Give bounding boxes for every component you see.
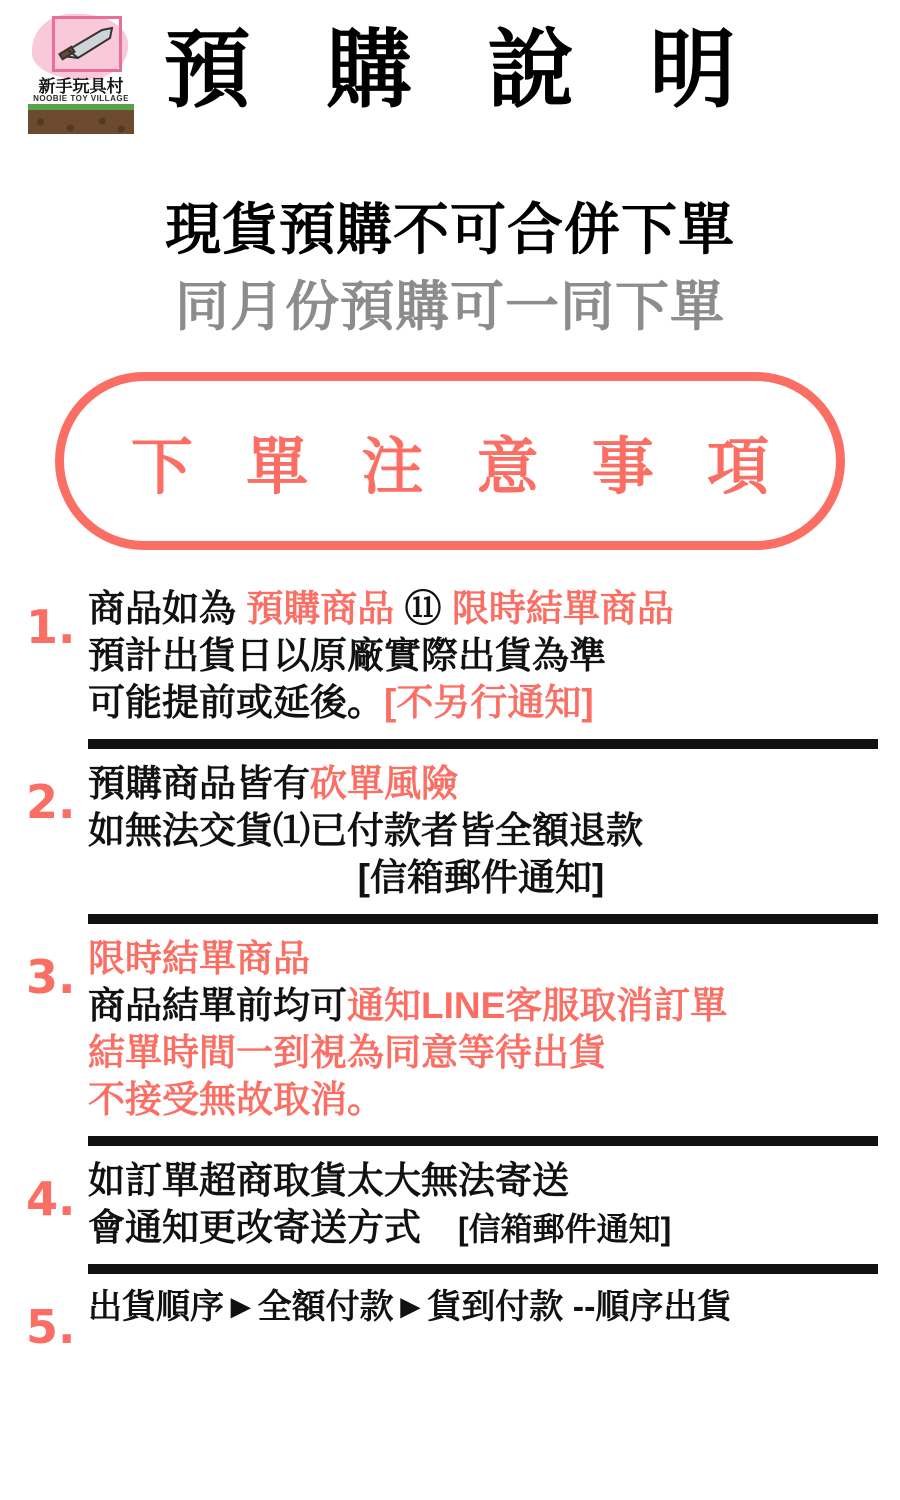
page-header: [0, 0, 900, 130]
text-segment: 出貨順序►全額付款►貨到付款 --順序出貨: [88, 1287, 732, 1326]
text-segment: ⑪: [394, 588, 452, 629]
page-title: 預 購 說 明: [164, 22, 762, 118]
notice-list: [0, 580, 900, 1354]
list-item-number: 3.: [26, 949, 76, 1004]
text-segment: 結單時間一到視為同意等待出貨: [88, 1031, 606, 1073]
sword-icon: [54, 24, 120, 64]
list-item: [26, 755, 874, 906]
text-segment: 砍單風險: [310, 762, 458, 804]
list-item-number: 1.: [26, 600, 76, 654]
text-segment: [信箱郵件通知]: [458, 1210, 672, 1247]
brand-logo: [24, 12, 136, 128]
list-item-line: [88, 633, 874, 680]
logo-subtitle: NOOBIE TOY VILLAGE: [33, 94, 129, 103]
order-notice-banner: [55, 372, 845, 550]
list-item-line: [88, 936, 874, 983]
banner-wrapper: [0, 372, 900, 550]
list-item-line: [88, 808, 874, 855]
list-item-line: [88, 1205, 874, 1252]
logo-name: 新手玩具村: [38, 77, 124, 96]
list-item-line: [88, 1030, 874, 1077]
list-item-body: [88, 761, 874, 906]
list-item-body: [88, 586, 874, 731]
list-item-line: [88, 1158, 874, 1205]
list-separator: [88, 739, 878, 749]
text-segment: 通知LINE客服取消訂單: [347, 984, 728, 1026]
subheading-primary: 現貨預購不可合併下單: [165, 198, 735, 261]
text-segment: 如訂單超商取貨太大無法寄送: [88, 1159, 569, 1201]
list-item-line: [88, 586, 874, 633]
list-item: [26, 1152, 874, 1256]
banner-label: 下 單 注 意 事 項: [130, 432, 788, 502]
list-item-line: [88, 761, 874, 808]
list-separator: [88, 1264, 878, 1274]
text-segment: 預購商品: [246, 588, 395, 629]
text-segment: 限時結單商品: [451, 588, 674, 629]
text-segment: 預計出貨日以原廠實際出貨為準: [88, 634, 606, 676]
text-segment: [信箱郵件通知]: [357, 856, 605, 898]
list-separator: [88, 1136, 878, 1146]
list-item-body: [88, 936, 874, 1128]
text-segment: 如無法交貨⑴已付款者皆全額退款: [88, 809, 643, 851]
list-item-line: [88, 680, 874, 727]
logo-ground-block: [28, 104, 134, 134]
list-item-body: [88, 1286, 874, 1333]
list-item-number: 4.: [26, 1171, 76, 1226]
list-item: [26, 930, 874, 1128]
subheading-secondary: 同月份預購可一同下單: [175, 277, 725, 337]
text-segment: 限時結單商品: [88, 937, 310, 979]
text-segment: 不接受無故取消。: [88, 1078, 384, 1120]
text-segment: 商品如為: [88, 588, 247, 629]
list-item-line: [88, 983, 874, 1030]
list-item: [26, 1280, 874, 1354]
text-segment: 會通知更改寄送方式: [88, 1206, 458, 1248]
list-item: [26, 580, 874, 731]
list-separator: [88, 914, 878, 924]
text-segment: 預購商品皆有: [88, 762, 310, 804]
text-segment: [不另行通知]: [384, 681, 594, 723]
list-item-number: 5.: [26, 1299, 76, 1354]
list-item-body: [88, 1158, 874, 1256]
list-item-line: [88, 1286, 874, 1329]
list-item-line: [88, 855, 874, 902]
list-item-number: 2.: [26, 774, 76, 829]
text-segment: 商品結單前均可: [88, 984, 347, 1026]
list-item-line: [88, 1077, 874, 1124]
text-segment: 可能提前或延後。: [88, 681, 384, 723]
